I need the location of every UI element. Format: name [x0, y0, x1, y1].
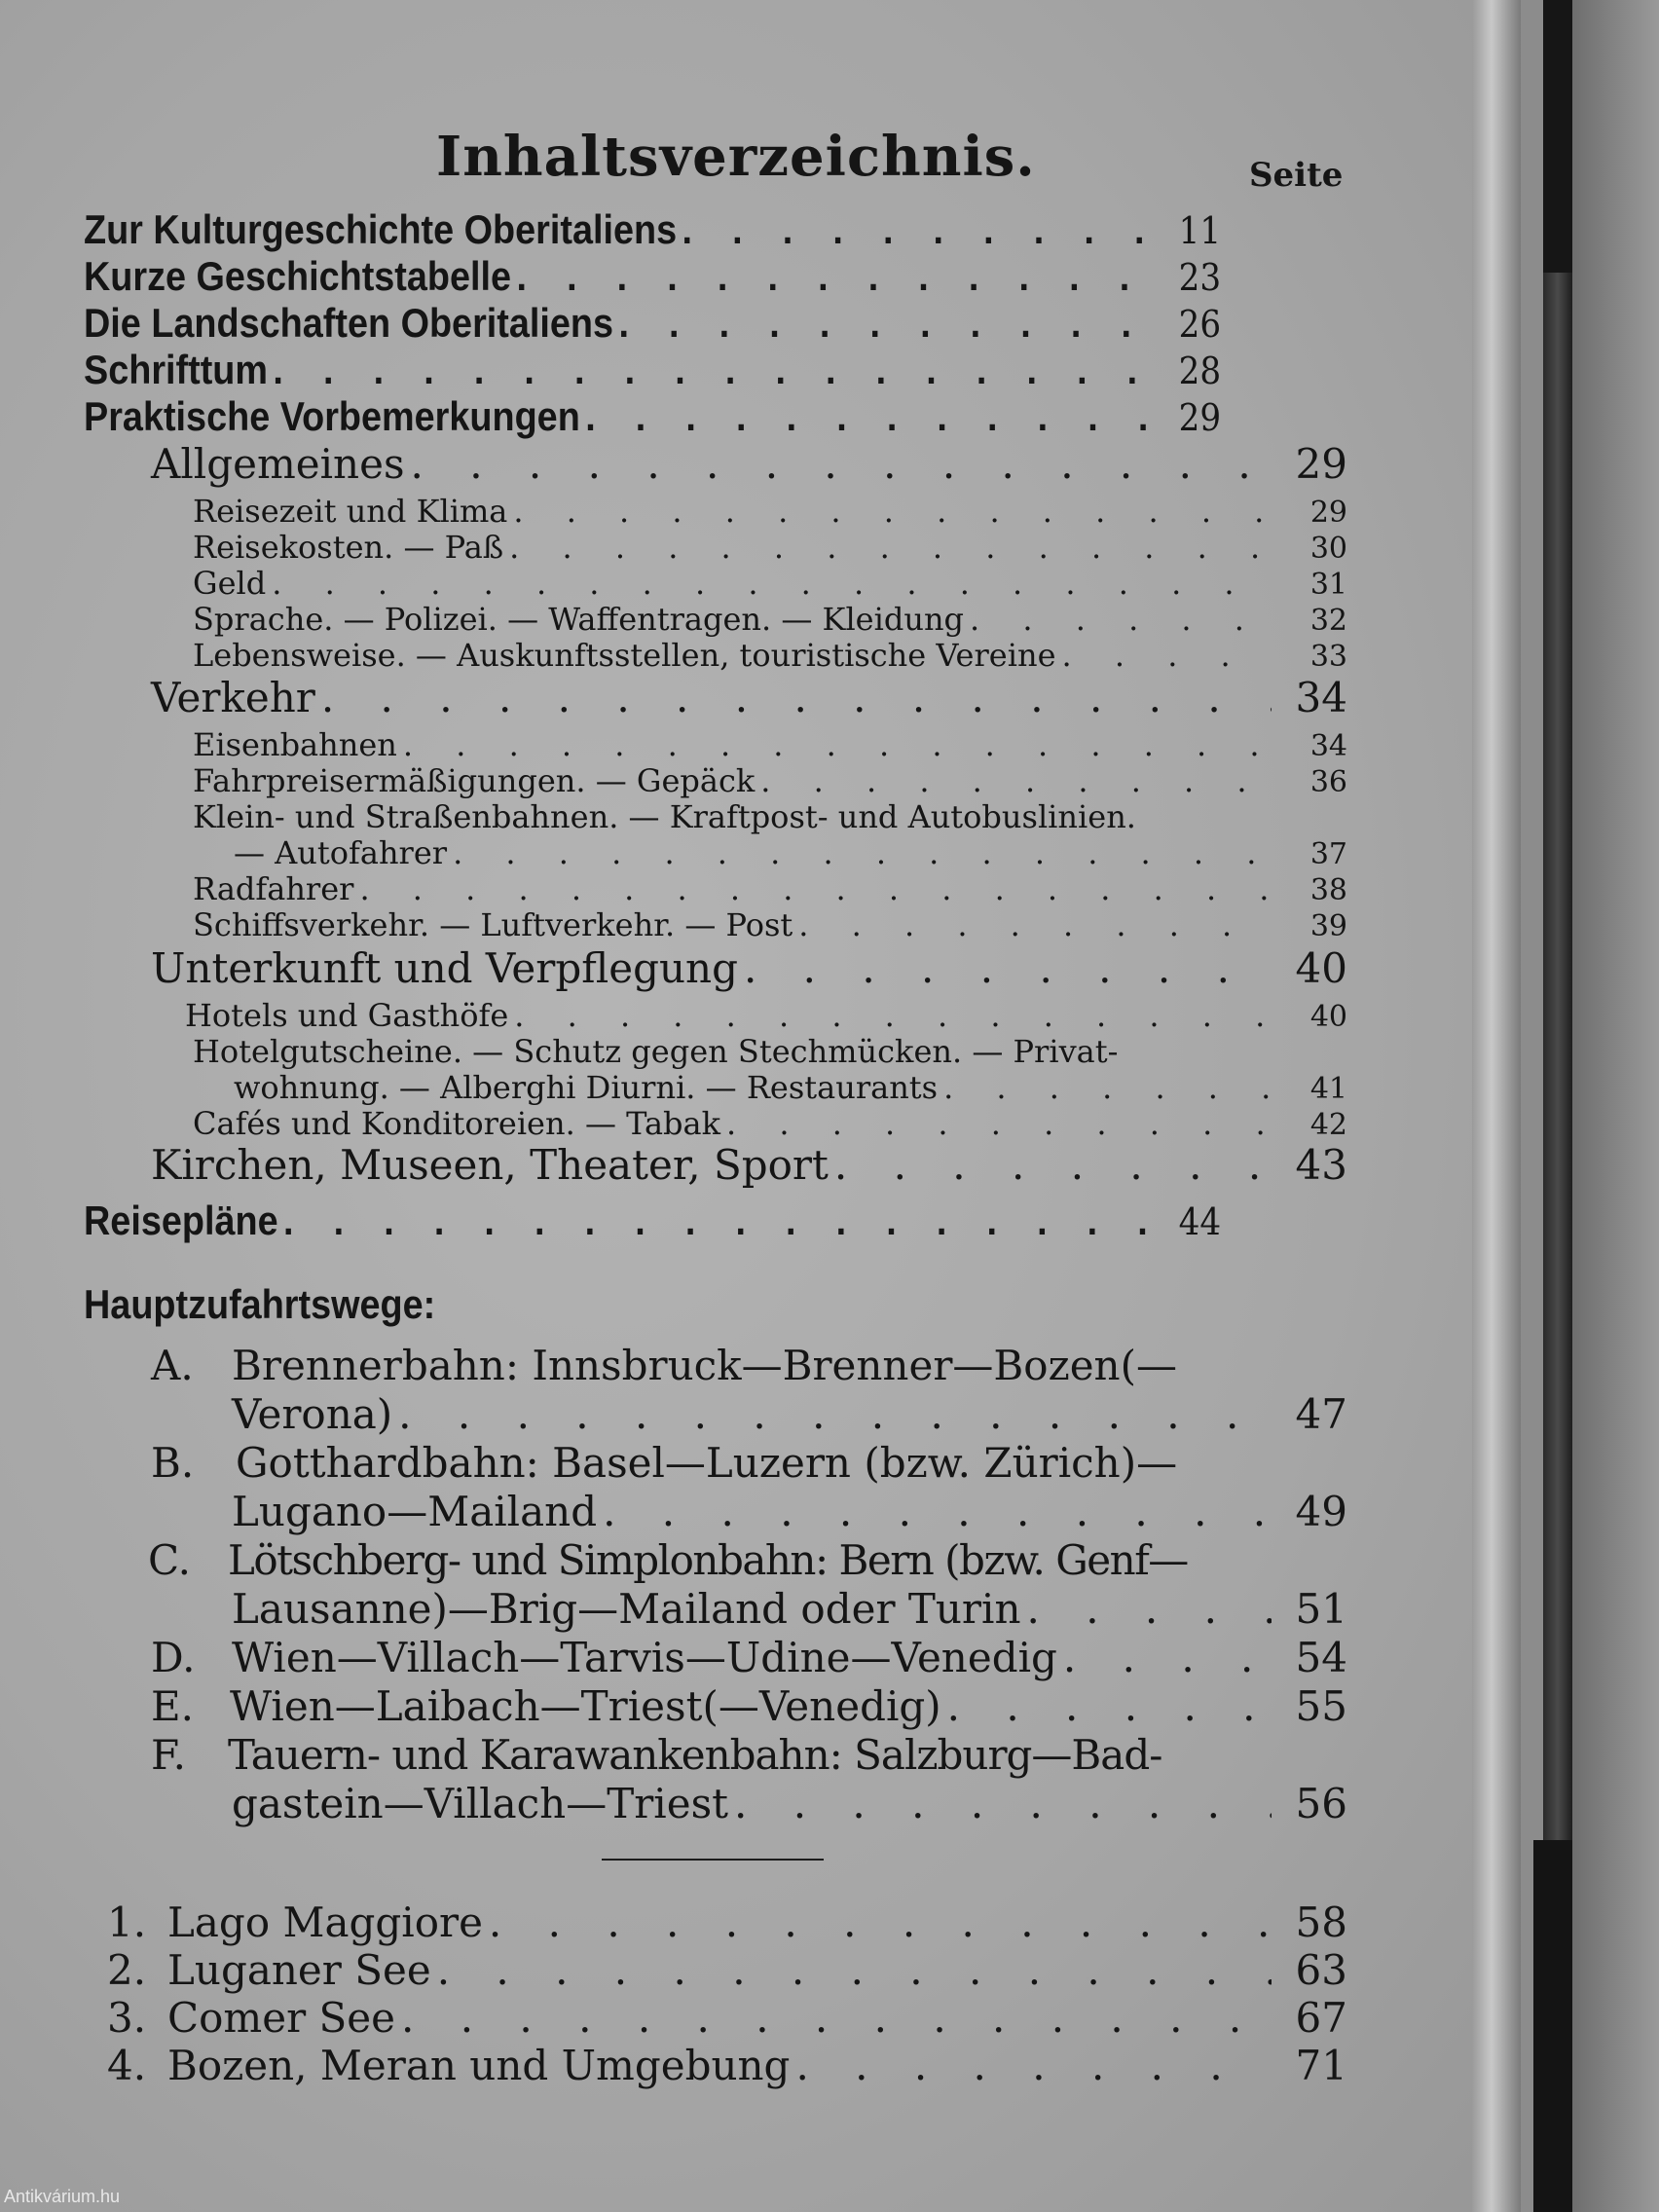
- toc-entry: Reisepläne . . . 44: [84, 1198, 1221, 1244]
- section-heading: Hauptzufahrtswege:: [84, 1281, 436, 1327]
- route-entry: gastein—Villach—Triest . . . 56: [232, 1780, 1347, 1827]
- route-entry: Wien—Laibach—Triest(—Venedig) . . . 55: [230, 1682, 1347, 1730]
- route-line: Lötschberg- und Simplonbahn: Bern (bzw. Genf—: [228, 1536, 1188, 1584]
- route-letter: D.: [151, 1634, 196, 1681]
- route-letter: C.: [148, 1536, 191, 1584]
- page-number: 55: [1295, 1682, 1347, 1730]
- page-number: 63: [1295, 1946, 1347, 1994]
- route-entry: Wien—Villach—Tarvis—Udine—Venedig . . . 54: [232, 1634, 1347, 1681]
- page-number: 43: [1295, 1141, 1347, 1189]
- page-number: 42: [1309, 1108, 1347, 1142]
- page-number: 40: [1309, 1000, 1347, 1034]
- page-number: 67: [1295, 1994, 1347, 2042]
- backdrop: [1572, 0, 1659, 2212]
- toc-subsection: Unterkunft und Verpflegung . . . 40: [151, 944, 1347, 992]
- page-number: 29: [1178, 396, 1222, 439]
- toc-item: wohnung. — Alberghi Diurni. — Restaurants . . . 41: [234, 1069, 1347, 1106]
- toc-item-line: Klein- und Straßenbahnen. — Kraftpost- und Autobuslinien.: [193, 798, 1136, 835]
- page-number: 32: [1309, 604, 1347, 638]
- toc-item: Schiffsverkehr. — Luftverkehr. — Post . . . 39: [193, 906, 1347, 943]
- toc-item: Geld . . . 31: [193, 565, 1347, 602]
- page-number: 31: [1309, 568, 1347, 602]
- seite-label: Seite: [1249, 156, 1344, 195]
- toc-item: — Autofahrer . . . 37: [234, 834, 1347, 871]
- spine-bottom: [1533, 1840, 1572, 2212]
- page-number: 34: [1309, 729, 1347, 763]
- route-entry: Lugano—Mailand . . . 49: [232, 1488, 1347, 1535]
- page-number: 37: [1309, 837, 1347, 871]
- spine-top: [1543, 0, 1572, 273]
- page-number: 41: [1309, 1072, 1347, 1106]
- route-line: Tauern- und Karawankenbahn: Salzburg—Bad-: [228, 1731, 1162, 1779]
- toc-entry: Praktische Vorbemerkungen . . . 29: [84, 393, 1221, 440]
- route-letter: F.: [151, 1731, 186, 1779]
- toc-item: Radfahrer . . . 38: [193, 870, 1347, 907]
- page-number: 56: [1295, 1780, 1347, 1827]
- page-number: 29: [1309, 496, 1347, 530]
- numbered-entry: 1. Lago Maggiore . . . 58: [107, 1899, 1347, 1946]
- toc-entry: Kurze Geschichtstabelle . . . 23: [84, 253, 1221, 300]
- page-number: 71: [1295, 2042, 1347, 2089]
- toc-item: Cafés und Konditoreien. — Tabak . . . 42: [193, 1105, 1347, 1142]
- numbered-entry: 4. Bozen, Meran und Umgebung . . . 71: [107, 2042, 1347, 2089]
- page-number: 23: [1178, 256, 1222, 299]
- page-number: 11: [1178, 209, 1222, 252]
- toc-subsection: Verkehr . . . 34: [151, 674, 1347, 721]
- toc-subsection: Kirchen, Museen, Theater, Sport . . . 43: [151, 1141, 1347, 1189]
- page-number: 40: [1295, 944, 1347, 992]
- page-edge: [1472, 0, 1521, 2212]
- page-number: 26: [1178, 303, 1222, 346]
- toc-entry: Zur Kulturgeschichte Oberitaliens . . . 11: [84, 206, 1221, 253]
- toc-item: Sprache. — Polizei. — Waffentragen. — Kleidung . . . 32: [193, 601, 1347, 638]
- page-number: 51: [1295, 1585, 1347, 1633]
- route-entry: Lausanne)—Brig—Mailand oder Turin . . . 51: [232, 1585, 1347, 1633]
- page-number: 33: [1309, 640, 1347, 674]
- toc-item: Hotels und Gasthöfe . . . 40: [185, 997, 1347, 1034]
- page-number: 54: [1295, 1634, 1347, 1681]
- page-number: 28: [1178, 350, 1222, 392]
- page-number: 47: [1295, 1390, 1347, 1438]
- watermark: Antikvárium.hu: [4, 2187, 121, 2206]
- toc-item: Eisenbahnen . . . 34: [193, 726, 1347, 763]
- page-title: Inhaltsverzeichnis.: [436, 125, 1036, 189]
- page-number: 29: [1295, 440, 1347, 488]
- route-letter: A.: [151, 1342, 194, 1389]
- page-number: 49: [1295, 1488, 1347, 1535]
- numbered-entry: 2. Luganer See . . . 63: [107, 1946, 1347, 1994]
- toc-subsection: Allgemeines . . . 29: [151, 440, 1347, 488]
- page-number: 44: [1178, 1200, 1222, 1243]
- toc-entry: Die Landschaften Oberitaliens . . . 26: [84, 300, 1221, 347]
- page-number: 30: [1309, 532, 1347, 566]
- route-line: Brennerbahn: Innsbruck—Brenner—Bozen(—: [232, 1342, 1177, 1389]
- toc-entry: Schrifttum . . . 28: [84, 347, 1221, 393]
- toc-item: Reisekosten. — Paß . . . 30: [193, 529, 1347, 566]
- toc-item-line: Hotelgutscheine. — Schutz gegen Stechmücken. — Privat-: [193, 1033, 1119, 1070]
- page-number: 38: [1309, 873, 1347, 907]
- divider: [602, 1859, 824, 1861]
- route-letter: E.: [151, 1682, 195, 1730]
- route-line: Gotthardbahn: Basel—Luzern (bzw. Zürich)—: [236, 1439, 1178, 1487]
- page-number: 36: [1309, 765, 1347, 799]
- page-number: 39: [1309, 909, 1347, 943]
- toc-item: Fahrpreisermäßigungen. — Gepäck . . . 36: [193, 762, 1347, 799]
- page-number: 34: [1295, 674, 1347, 721]
- toc-item: Lebensweise. — Auskunftsstellen, touristische Vereine . . . 33: [193, 637, 1347, 674]
- numbered-entry: 3. Comer See . . . 67: [107, 1994, 1347, 2042]
- route-letter: B.: [151, 1439, 195, 1487]
- toc-item: Reisezeit und Klima . . . 29: [193, 493, 1347, 530]
- route-entry: Verona) . . . 47: [232, 1390, 1347, 1438]
- page-number: 58: [1295, 1899, 1347, 1946]
